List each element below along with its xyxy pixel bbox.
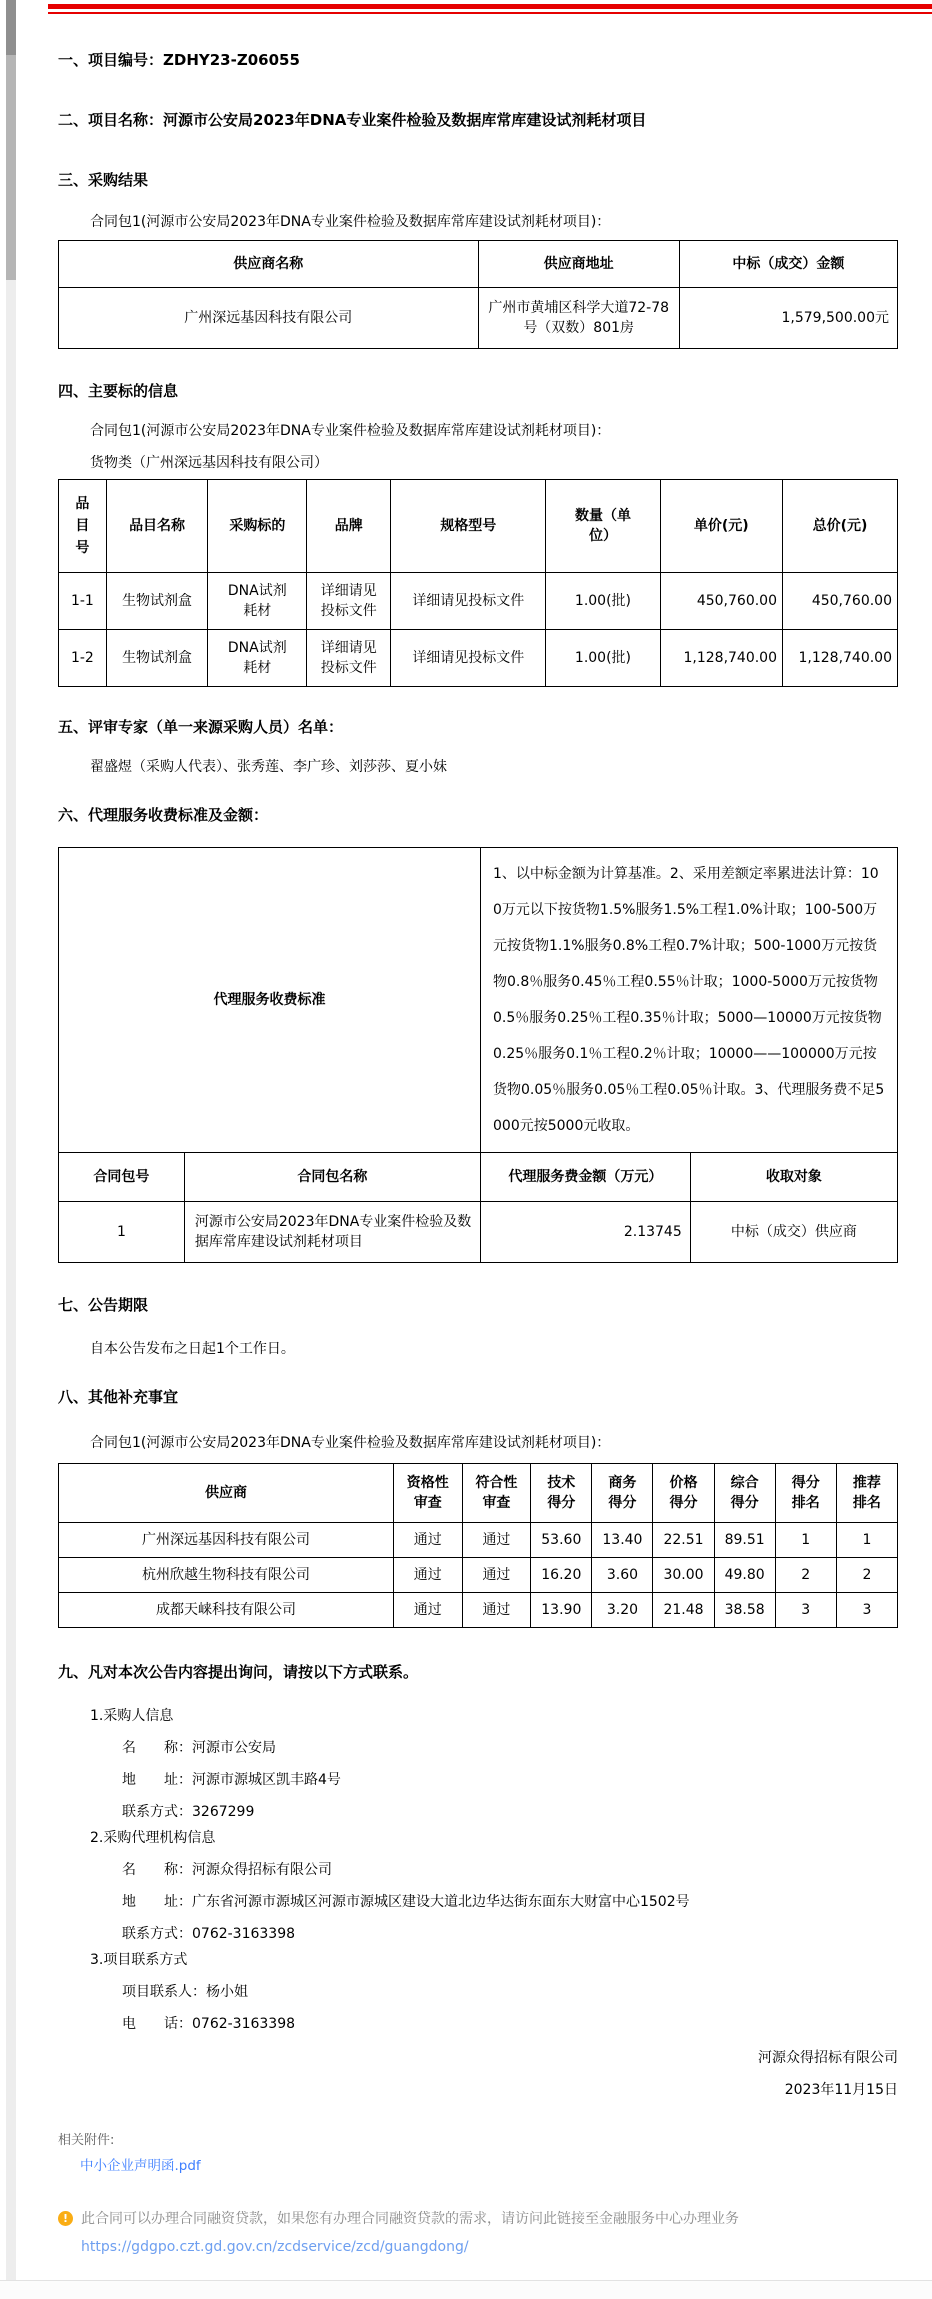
pdf-attachment-link[interactable]: 中小企业声明函.pdf (80, 2158, 201, 2174)
scrollbar-cap (6, 0, 16, 55)
th-quantity: 数量（单位） (546, 480, 660, 573)
red-rule-thick (48, 4, 932, 9)
th-unit-price: 单价(元) (660, 480, 782, 573)
th-overall-score: 综合得分 (714, 1464, 775, 1523)
supplier-result-table (58, 240, 898, 349)
agency-name: 名 称：河源众得招标有限公司 (122, 1862, 332, 1878)
package-no-cell: 1 (59, 1202, 185, 1263)
package-line: 合同包1(河源市公安局2023年DNA专业案件检验及数据库常库建设试剂耗材项目)： (90, 214, 611, 230)
th-fee-amount: 代理服务费金额（万元） (481, 1153, 691, 1202)
fee-amount-cell: 2.13745 (481, 1202, 691, 1263)
fee-payer-cell: 中标（成交）供应商 (690, 1202, 897, 1263)
signature-company: 河源众得招标有限公司 (758, 2050, 898, 2066)
supplier-cell: 杭州欣越生物科技有限公司 (59, 1558, 394, 1593)
announcement-period-body: 自本公告发布之日起1个工作日。 (90, 1341, 295, 1357)
item-no-cell: 1-1 (59, 573, 107, 630)
purchaser-contact: 联系方式：3267299 (122, 1804, 255, 1820)
finance-link[interactable]: https://gdgpo.czt.gd.gov.cn/zcdservice/zcd/guangdong/ (81, 2239, 469, 2255)
contact-section-heading: 九、凡对本次公告内容提出询问，请按以下方式联系。 (58, 1663, 419, 1681)
spec-cell: 详细请见投标文件 (391, 630, 546, 687)
target-cell: DNA试剂耗材 (208, 630, 307, 687)
th-conformity-review: 符合性审查 (462, 1464, 531, 1523)
purchaser-name: 名 称：河源市公安局 (122, 1740, 276, 1756)
supplier-name-cell: 广州深远基因科技有限公司 (59, 288, 479, 349)
package-line: 合同包1(河源市公安局2023年DNA专业案件检验及数据库常库建设试剂耗材项目)： (90, 423, 611, 439)
th-supplier: 供应商 (59, 1464, 394, 1523)
award-amount-cell: 1,579,500.00元 (679, 288, 897, 349)
unit-price-cell: 1,128,740.00 (660, 630, 782, 687)
th-item-name: 品目名称 (106, 480, 208, 573)
th-package-name: 合同包名称 (184, 1153, 480, 1202)
table-row (59, 1202, 898, 1263)
main-bid-info-heading: 四、主要标的信息 (58, 382, 179, 400)
th-item-no: 品目号 (59, 480, 107, 573)
finance-notice-text: 此合同可以办理合同融资贷款，如果您有办理合同融资贷款的需求，请访问此链接至金融服务中心办理业务 (81, 2211, 739, 2227)
procurement-result-heading: 三、采购结果 (58, 171, 149, 189)
attachments-label: 相关附件: (58, 2133, 115, 2148)
project-contact-phone: 电 话：0762-3163398 (122, 2016, 296, 2032)
project-name-heading: 二、项目名称：河源市公安局2023年DNA专业案件检验及数据库常库建设试剂耗材项目 (58, 111, 647, 129)
brand-cell: 详细请见投标文件 (307, 573, 391, 630)
total-price-cell: 450,760.00 (783, 573, 898, 630)
th-spec-model: 规格型号 (391, 480, 546, 573)
top-red-rules (48, 0, 932, 14)
project-contact-title: 3.项目联系方式 (90, 1952, 188, 1968)
item-no-cell: 1-2 (59, 630, 107, 687)
th-supplier-name: 供应商名称 (59, 241, 479, 288)
vertical-scrollbar[interactable] (6, 0, 16, 2299)
experts-names: 翟盛煜（采购人代表）、张秀莲、李广珍、刘莎莎、夏小妹 (90, 759, 447, 775)
th-fee-payer: 收取对象 (690, 1153, 897, 1202)
th-package-no: 合同包号 (59, 1153, 185, 1202)
table-row: 杭州欣越生物科技有限公司 通过 通过 16.20 3.60 30.00 49.80 2 2 (59, 1558, 898, 1593)
quantity-cell: 1.00(批) (546, 573, 660, 630)
experts-heading: 五、评审专家（单一来源采购人员）名单： (58, 718, 344, 736)
red-rule-thin (48, 12, 932, 14)
th-business-score: 商务得分 (592, 1464, 653, 1523)
agency-fee-table (58, 847, 898, 1263)
package-line: 合同包1(河源市公安局2023年DNA专业案件检验及数据库常库建设试剂耗材项目)： (90, 1435, 611, 1451)
agency-address: 地 址：广东省河源市源城区河源市源城区建设大道北边华达街东面东大财富中心1502号 (122, 1894, 690, 1910)
project-contact-person: 项目联系人：杨小姐 (122, 1984, 248, 2000)
item-name-cell: 生物试剂盒 (106, 630, 208, 687)
table-row (59, 848, 898, 1153)
purchaser-address: 地 址：河源市源城区凯丰路4号 (122, 1772, 341, 1788)
package-name-cell: 河源市公安局2023年DNA专业案件检验及数据库常库建设试剂耗材项目 (184, 1202, 480, 1263)
project-number-heading: 一、项目编号：ZDHY23-Z06055 (58, 51, 300, 69)
signature-date: 2023年11月15日 (784, 2082, 898, 2098)
th-supplier-address: 供应商地址 (478, 241, 679, 288)
fee-standard-label: 代理服务收费标准 (59, 848, 481, 1153)
th-brand: 品牌 (307, 480, 391, 573)
finance-notice (58, 2209, 898, 2257)
th-price-score: 价格得分 (653, 1464, 714, 1523)
agency-info-title: 2.采购代理机构信息 (90, 1830, 216, 1846)
agency-contact: 联系方式：0762-3163398 (122, 1926, 296, 1942)
th-recommend-rank: 推荐排名 (836, 1464, 897, 1523)
th-award-amount: 中标（成交）金额 (679, 241, 897, 288)
category-line: 货物类（广州深远基因科技有限公司） (90, 455, 328, 471)
unit-price-cell: 450,760.00 (660, 573, 782, 630)
agency-fee-heading: 六、代理服务收费标准及金额： (58, 806, 269, 824)
supplier-cell: 广州深远基因科技有限公司 (59, 1523, 394, 1558)
spec-cell: 详细请见投标文件 (391, 573, 546, 630)
announcement-period-heading: 七、公告期限 (58, 1296, 149, 1314)
table-row: 广州深远基因科技有限公司 通过 通过 53.60 13.40 22.51 89.51 1 1 (59, 1523, 898, 1558)
fee-standard-text: 1、以中标金额为计算基准。2、采用差额定率累进法计算：100万元以下按货物1.5%服务1.5%工程1.0%计取；100-500万元按货物1.1%服务0.8%工程0.7%计取；500-1000万元按货物0.8％服务0.45％工程0.55％计取；1000-5000万元按货物0.5％服务0.25％工程0.35％计取；5000—10000万元按货物0.25％服务0.1％工程0.2％计取；10000——100000万元按货物0.05％服务0.05％工程0.05％计取。3、代理服务费不足5000元按5000元收取。 (481, 848, 898, 1153)
table-row (59, 288, 898, 349)
th-technical-score: 技术得分 (531, 1464, 592, 1523)
brand-cell: 详细请见投标文件 (307, 630, 391, 687)
exclamation-circle-icon: ! (58, 2211, 73, 2226)
evaluation-score-table (58, 1463, 898, 1628)
th-score-rank: 得分排名 (775, 1464, 836, 1523)
other-matters-heading: 八、其他补充事宜 (58, 1388, 179, 1406)
total-price-cell: 1,128,740.00 (783, 630, 898, 687)
table-row: 成都天崃科技有限公司 通过 通过 13.90 3.20 21.48 38.58 3 3 (59, 1593, 898, 1628)
target-cell: DNA试剂耗材 (208, 573, 307, 630)
quantity-cell: 1.00(批) (546, 630, 660, 687)
table-row (59, 630, 898, 687)
item-name-cell: 生物试剂盒 (106, 573, 208, 630)
table-row (59, 573, 898, 630)
th-qualification-review: 资格性审查 (393, 1464, 462, 1523)
purchaser-info-title: 1.采购人信息 (90, 1708, 174, 1724)
bid-items-table (58, 479, 898, 687)
footer-area (0, 2281, 932, 2299)
th-procurement-target: 采购标的 (208, 480, 307, 573)
supplier-address-cell: 广州市黄埔区科学大道72-78号（双数）801房 (478, 288, 679, 349)
th-total-price: 总价(元) (783, 480, 898, 573)
supplier-cell: 成都天崃科技有限公司 (59, 1593, 394, 1628)
